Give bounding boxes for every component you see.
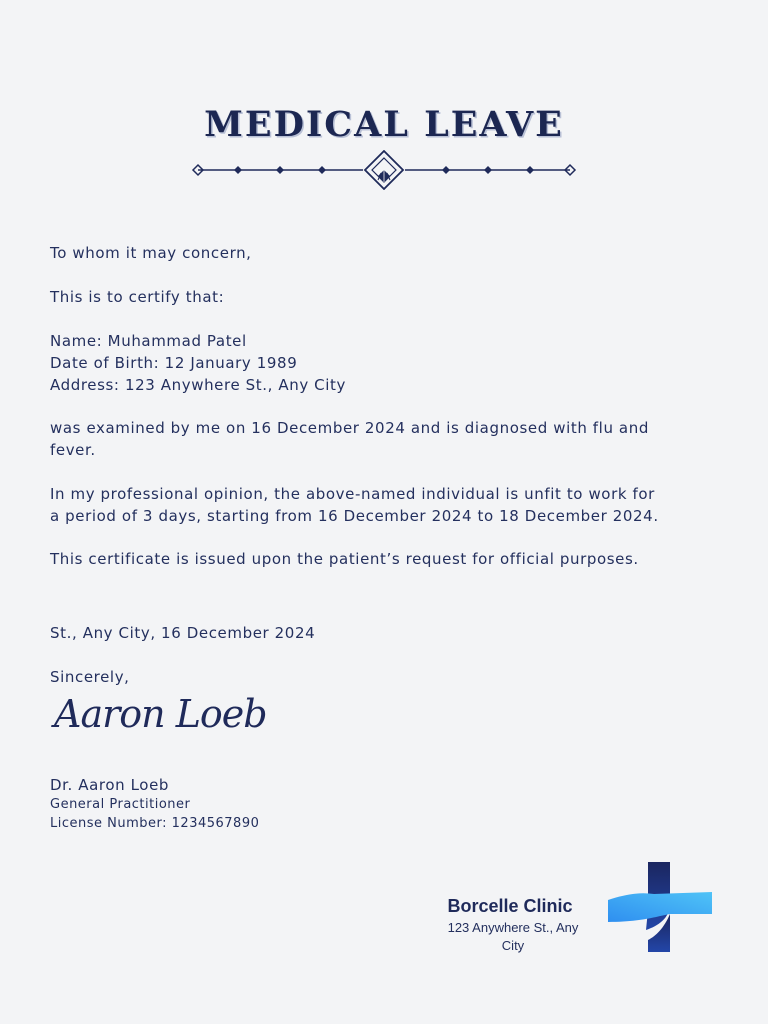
medical-cross-icon xyxy=(606,860,714,954)
clinic-name: Borcelle Clinic xyxy=(447,896,573,916)
document-title: MEDICAL LEAVE xyxy=(204,104,564,145)
opinion-line-1: In my professional opinion, the above-named individual is unfit to work for xyxy=(50,485,655,503)
clinic-address xyxy=(428,919,598,955)
purpose-statement: This certificate is issued upon the patient’s request for official purposes. xyxy=(50,550,639,568)
greeting: To whom it may concern, xyxy=(50,244,252,262)
patient-dob: Date of Birth: 12 January 1989 xyxy=(50,354,298,372)
exam-line-1: was examined by me on 16 December 2024 and is diagnosed with flu and xyxy=(50,419,649,437)
examination-statement xyxy=(50,417,720,461)
clinic-address-line-2: City xyxy=(501,938,525,953)
opinion-line-2: a period of 3 days, starting from 16 December 2024 to 18 December 2024. xyxy=(50,507,659,525)
certify-intro: This is to certify that: xyxy=(50,288,225,306)
professional-opinion xyxy=(50,483,720,527)
doctor-license: License Number: 1234567890 xyxy=(50,816,260,831)
clinic-address-line-1: 123 Anywhere St., Any xyxy=(447,920,579,935)
closing: Sincerely, xyxy=(50,668,130,686)
patient-name: Name: Muhammad Patel xyxy=(50,332,247,350)
handwritten-signature: Aaron Loeb xyxy=(54,692,267,736)
patient-details xyxy=(50,330,720,396)
diamond-divider-icon xyxy=(190,150,578,190)
patient-address: Address: 123 Anywhere St., Any City xyxy=(50,376,346,394)
doctor-name: Dr. Aaron Loeb xyxy=(50,776,170,794)
doctor-role: General Practitioner xyxy=(50,797,191,812)
exam-line-2: fever. xyxy=(50,441,96,459)
place-and-date: St., Any City, 16 December 2024 xyxy=(50,624,316,642)
